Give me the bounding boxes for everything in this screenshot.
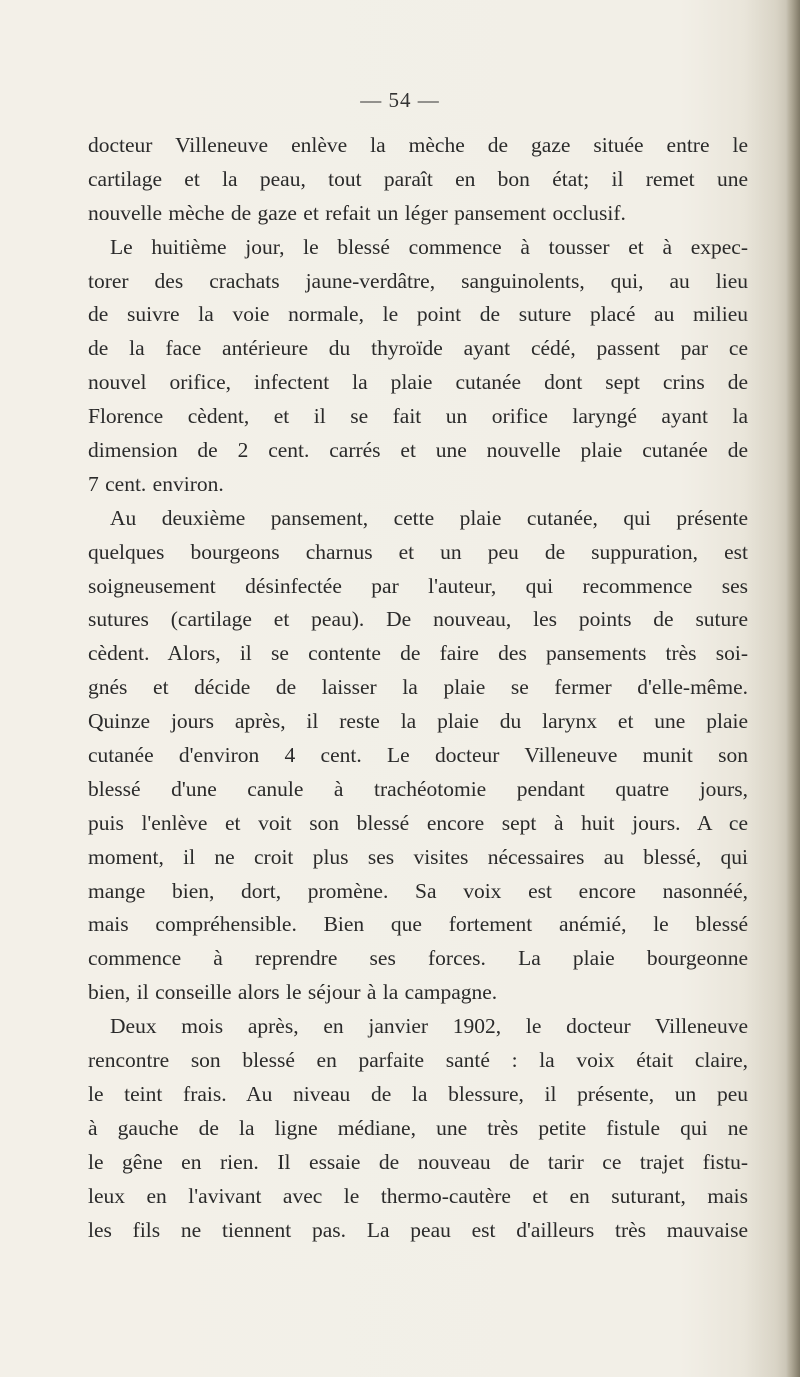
text-line: les fils ne tiennent pas. La peau est d'ailleurs très mauvaise	[88, 1217, 748, 1242]
text-line: docteur Villeneuve enlève la mèche de gaze située entre le	[88, 133, 748, 157]
text-line: torer des crachats jaune-verdâtre, sanguinolents, qui, au lieu	[88, 268, 748, 293]
text-line: le teint frais. Au niveau de la blessure, il présente, un peu	[88, 1081, 748, 1106]
text-line: cutanée d'environ 4 cent. Le docteur Villeneuve munit son	[88, 743, 748, 768]
text-line: mais compréhensible. Bien que fortement anémié, le blessé	[88, 912, 748, 937]
text-line: Florence cèdent, et il se fait un orifice laryngé ayant la	[88, 404, 748, 429]
text-line: dimension de 2 cent. carrés et une nouvelle plaie cutanée de	[88, 438, 748, 463]
text-line: commence à reprendre ses forces. La plaie bourgeonne	[88, 946, 748, 971]
text-line: à gauche de la ligne médiane, une très petite fistule qui ne	[88, 1115, 748, 1140]
text-line: nouvel orifice, infectent la plaie cutanée dont sept crins de	[88, 370, 748, 395]
text-line: mange bien, dort, promène. Sa voix est encore nasonnéé,	[88, 878, 748, 903]
text-line: leux en l'avivant avec le thermo-cautère et en suturant, mais	[88, 1183, 748, 1208]
text-line: le gêne en rien. Il essaie de nouveau de tarir ce trajet fistu-	[88, 1149, 748, 1174]
body-text	[88, 129, 748, 1247]
text-line: Le huitième jour, le blessé commence à tousser et à expec-	[110, 234, 748, 259]
text-line: gnés et décide de laisser la plaie se fermer d'elle-même.	[88, 675, 748, 700]
text-line: 7 cent. environ.	[88, 471, 224, 496]
text-line: quelques bourgeons charnus et un peu de suppuration, est	[88, 539, 748, 564]
page-number: — 54 —	[360, 88, 440, 112]
text-line: de suivre la voie normale, le point de suture placé au milieu	[88, 302, 748, 327]
text-line: cèdent. Alors, il se contente de faire des pansements très soi-	[88, 641, 748, 666]
text-line: cartilage et la peau, tout paraît en bon état; il remet une	[88, 166, 748, 191]
text-line: Au deuxième pansement, cette plaie cutanée, qui présente	[110, 505, 748, 530]
text-line: nouvelle mèche de gaze et refait un léger pansement occlusif.	[88, 200, 626, 225]
text-line: moment, il ne croit plus ses visites nécessaires au blessé, qui	[88, 844, 748, 869]
text-line: Deux mois après, en janvier 1902, le docteur Villeneuve	[110, 1014, 748, 1039]
text-line: bien, il conseille alors le séjour à la campagne.	[88, 980, 498, 1005]
text-line: rencontre son blessé en parfaite santé : la voix était claire,	[88, 1048, 748, 1073]
text-line: puis l'enlève et voit son blessé encore sept à huit jours. A ce	[88, 810, 748, 835]
text-line: blessé d'une canule à trachéotomie pendant quatre jours,	[88, 776, 748, 801]
text-line: de la face antérieure du thyroïde ayant cédé, passent par ce	[88, 336, 748, 361]
page-edge-shadow	[786, 0, 800, 1377]
text-line: soigneusement désinfectée par l'auteur, qui recommence ses	[88, 573, 748, 598]
text-line: sutures (cartilage et peau). De nouveau, les points de suture	[88, 607, 748, 632]
text-line: Quinze jours après, il reste la plaie du larynx et une plaie	[88, 709, 748, 734]
